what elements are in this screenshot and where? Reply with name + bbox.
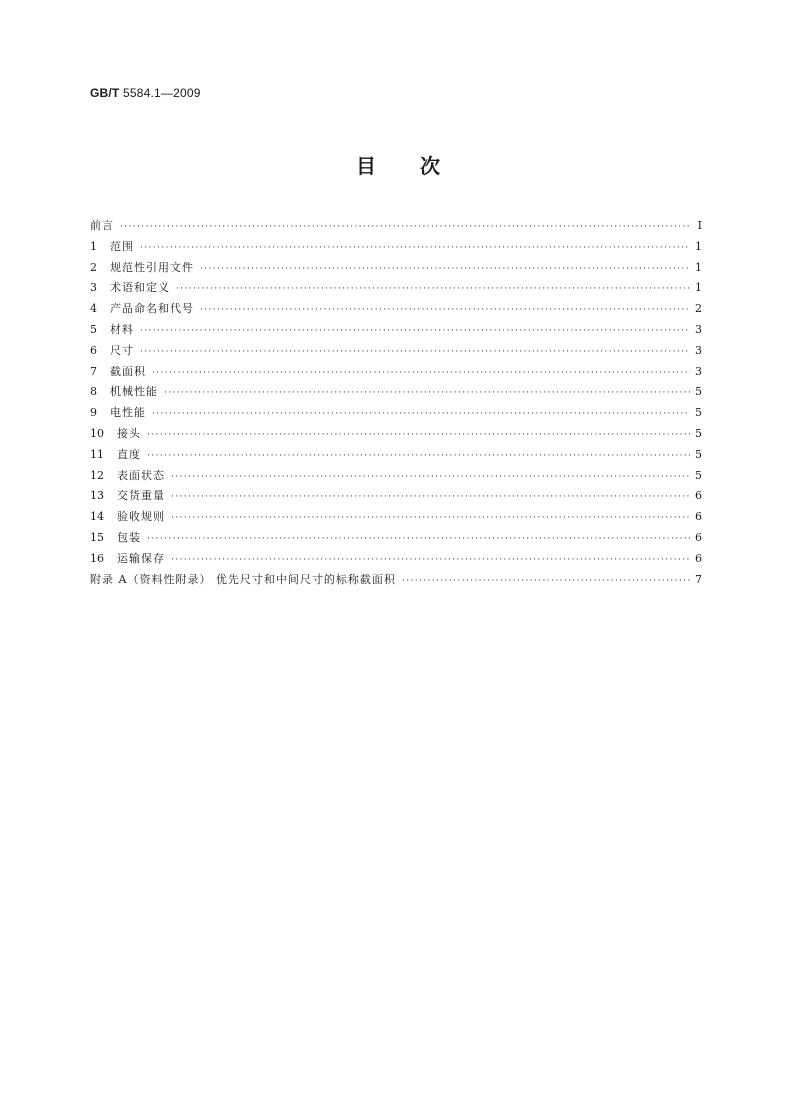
toc-entry-label: 范围 <box>110 239 134 253</box>
dot-leader <box>200 300 690 321</box>
toc-entry-label: 电性能 <box>110 406 146 420</box>
table-of-contents <box>90 216 704 590</box>
toc-entry-page: Ⅰ <box>697 219 702 232</box>
toc-entry[interactable] <box>90 424 704 445</box>
toc-entry-page: 1 <box>695 260 702 274</box>
toc-entry-label: 交货重量 <box>117 489 165 503</box>
toc-entry-number: 7 <box>90 364 97 378</box>
standard-number: 5584.1—2009 <box>123 86 201 100</box>
toc-entry[interactable] <box>90 466 704 487</box>
toc-entry-number: 4 <box>90 302 97 316</box>
toc-entry[interactable] <box>90 507 704 528</box>
toc-entry[interactable] <box>90 278 704 299</box>
toc-entry-page: 6 <box>695 530 702 544</box>
toc-entry-number: 5 <box>90 322 97 336</box>
dot-leader <box>164 383 690 404</box>
toc-entry-number: 12 <box>90 468 104 482</box>
dot-leader <box>171 550 690 571</box>
toc-entry-label: 产品命名和代号 <box>110 302 194 316</box>
toc-entry-label: 表面状态 <box>117 468 165 482</box>
toc-entry-number: 1 <box>90 239 97 253</box>
toc-entry-page: 1 <box>695 281 702 295</box>
toc-entry-number: 14 <box>90 510 104 524</box>
toc-entry-page: 5 <box>695 406 702 420</box>
toc-entry-page: 5 <box>695 447 702 461</box>
toc-entry-label: 直度 <box>117 447 141 461</box>
dot-leader <box>140 321 690 342</box>
toc-entry-number: 6 <box>90 343 97 357</box>
toc-entry-page: 6 <box>695 551 702 565</box>
dot-leader <box>402 571 690 592</box>
toc-entry-label: 运输保存 <box>117 551 165 565</box>
dot-leader <box>140 342 690 363</box>
toc-entry[interactable] <box>90 362 704 383</box>
dot-leader <box>147 446 690 467</box>
toc-entry[interactable] <box>90 445 704 466</box>
toc-entry-label: 验收规则 <box>117 510 165 524</box>
dot-leader <box>120 217 690 238</box>
toc-entry[interactable] <box>90 570 704 591</box>
dot-leader <box>147 529 690 550</box>
toc-entry-label: 前言 <box>90 219 114 232</box>
toc-entry-number: 2 <box>90 260 97 274</box>
toc-entry[interactable] <box>90 299 704 320</box>
toc-entry-page: 1 <box>695 239 702 253</box>
dot-leader <box>152 404 690 425</box>
toc-entry-number: 13 <box>90 489 104 503</box>
toc-entry-label: 截面积 <box>110 364 146 378</box>
toc-entry-label: 术语和定义 <box>110 281 170 295</box>
toc-entry-label: 附录 A（资料性附录） 优先尺寸和中间尺寸的标称截面积 <box>90 572 396 586</box>
toc-entry-number: 15 <box>90 530 104 544</box>
standard-code <box>90 86 201 100</box>
toc-entry[interactable] <box>90 486 704 507</box>
toc-entry-page: 5 <box>695 426 702 440</box>
toc-entry[interactable] <box>90 237 704 258</box>
toc-entry-label: 接头 <box>117 426 141 440</box>
toc-entry[interactable] <box>90 403 704 424</box>
toc-entry-label: 材料 <box>110 322 134 336</box>
toc-entry-page: 5 <box>695 385 702 399</box>
dot-leader <box>140 238 690 259</box>
dot-leader <box>171 467 690 488</box>
toc-entry-label: 包装 <box>117 530 141 544</box>
toc-entry-number: 9 <box>90 406 97 420</box>
toc-entry-page: 2 <box>695 302 702 316</box>
toc-entry[interactable] <box>90 216 704 237</box>
toc-entry[interactable] <box>90 320 704 341</box>
standard-prefix: GB/T <box>90 86 120 100</box>
toc-entry-page: 5 <box>695 468 702 482</box>
toc-entry-number: 10 <box>90 426 104 440</box>
toc-entry-label: 规范性引用文件 <box>110 260 194 274</box>
toc-entry[interactable] <box>90 528 704 549</box>
toc-entry[interactable] <box>90 258 704 279</box>
toc-entry-page: 7 <box>695 572 702 586</box>
toc-entry[interactable] <box>90 549 704 570</box>
toc-entry-number: 11 <box>90 447 104 461</box>
toc-entry-page: 6 <box>695 489 702 503</box>
dot-leader <box>152 363 690 384</box>
dot-leader <box>200 259 690 280</box>
toc-entry-label: 尺寸 <box>110 343 134 357</box>
toc-entry[interactable] <box>90 382 704 403</box>
dot-leader <box>171 487 690 508</box>
toc-entry-number: 3 <box>90 281 97 295</box>
toc-entry-label: 机械性能 <box>110 385 158 399</box>
toc-entry-number: 16 <box>90 551 104 565</box>
toc-entry-page: 3 <box>695 343 702 357</box>
dot-leader <box>147 425 690 446</box>
toc-entry-page: 3 <box>695 322 702 336</box>
dot-leader <box>171 508 690 529</box>
toc-entry-number: 8 <box>90 385 97 399</box>
toc-entry-page: 3 <box>695 364 702 378</box>
toc-entry-page: 6 <box>695 510 702 524</box>
dot-leader <box>176 279 690 300</box>
page-title: 目次 <box>356 154 484 178</box>
toc-entry[interactable] <box>90 341 704 362</box>
